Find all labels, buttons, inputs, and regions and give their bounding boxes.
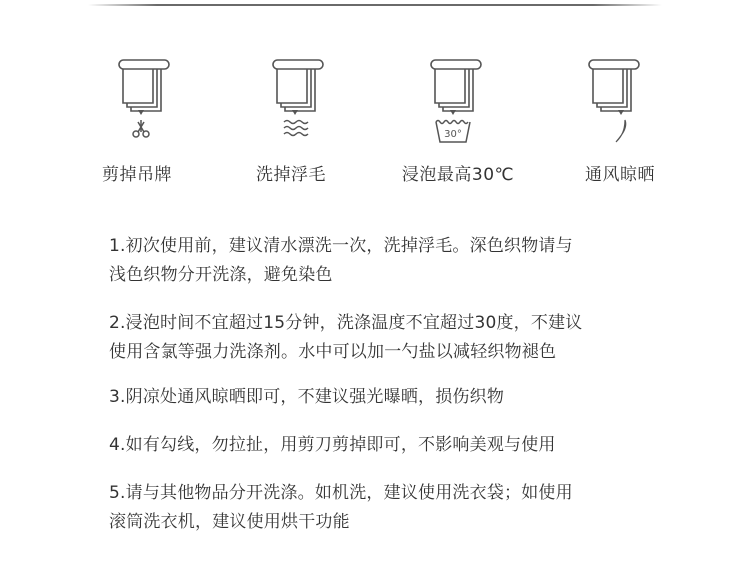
care-step-cut-tag <box>72 56 202 185</box>
care-step-remove-lint <box>226 56 356 185</box>
care-tip <box>109 232 649 290</box>
care-step-air-dry <box>555 56 685 185</box>
care-tip <box>109 309 649 367</box>
care-tip-line: 滚筒洗衣机，建议使用烘干功能 <box>109 512 350 532</box>
care-tip-line: 4.如有勾线，勿拉扯，用剪刀剪掉即可，不影响美观与使用 <box>109 435 556 455</box>
care-tip <box>109 479 649 537</box>
water-wash-icon <box>226 108 356 148</box>
care-step-label: 浸泡最高30℃ <box>401 165 515 185</box>
care-tip-line: 3.阴凉处通风晾晒即可，不建议强光曝晒，损伤织物 <box>109 387 505 407</box>
care-step-label: 通风晾晒 <box>585 165 655 185</box>
care-step-label: 洗掉浮毛 <box>256 165 326 185</box>
care-tip-line: 浅色织物分开洗涤，避免染色 <box>109 265 333 285</box>
care-tip-line: 使用含氯等强力洗涤剂。水中可以加一勺盐以减轻织物褪色 <box>109 342 557 362</box>
care-tip <box>109 383 649 412</box>
care-tip-line: 2.浸泡时间不宜超过15分钟，洗涤温度不宜超过30度，不建议 <box>109 313 583 333</box>
care-step-soak <box>393 56 523 185</box>
care-steps <box>0 56 750 196</box>
hang-dry-icon <box>555 108 685 148</box>
top-divider <box>88 4 662 6</box>
care-tip-line: 5.请与其他物品分开洗涤。如机洗，建议使用洗衣袋；如使用 <box>109 483 573 503</box>
care-tip <box>109 431 649 460</box>
wash-tub-30-icon <box>393 108 523 148</box>
care-tip-line: 1.初次使用前，建议清水漂洗一次，洗掉浮毛。深色织物请与 <box>109 236 573 256</box>
scissors-icon <box>72 108 202 148</box>
care-step-label: 剪掉吊牌 <box>102 165 172 185</box>
wash-temperature-text: 30° <box>444 129 462 140</box>
